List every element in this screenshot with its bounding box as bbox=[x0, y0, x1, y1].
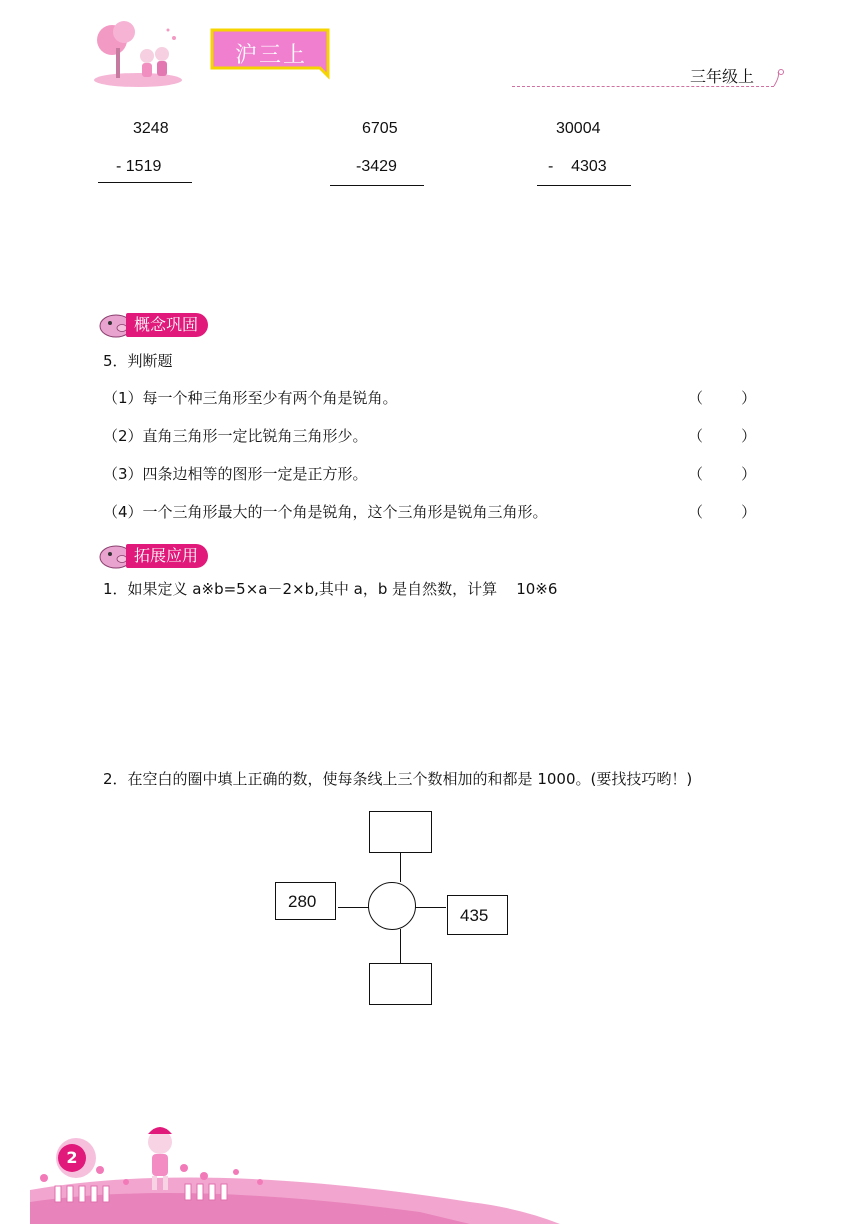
diagram-line-left bbox=[338, 907, 369, 908]
subtraction-3-rule bbox=[537, 185, 631, 186]
grade-label: 三年级上 bbox=[690, 67, 755, 86]
answer-paren-4[interactable]: （ ） bbox=[688, 503, 757, 521]
subtraction-2-bottom: -3429 bbox=[356, 158, 397, 175]
header-ornament bbox=[772, 68, 788, 88]
footer-decoration bbox=[0, 1120, 860, 1224]
subtraction-2-top: 6705 bbox=[362, 120, 398, 137]
judgment-item-1: （1）每一个种三角形至少有两个角是锐角。 bbox=[103, 389, 398, 407]
diagram-line-right bbox=[415, 907, 446, 908]
top-box[interactable] bbox=[369, 811, 432, 853]
subtraction-1-bottom: - 1519 bbox=[116, 158, 162, 175]
diagram-line-top bbox=[400, 852, 401, 882]
judgment-item-3: （3）四条边相等的图形一定是正方形。 bbox=[103, 465, 368, 483]
page-number: 2 bbox=[58, 1144, 86, 1172]
application-question-1: 1．如果定义 a※b=5×a－2×b,其中 a，b 是自然数，计算 10※6 bbox=[103, 580, 558, 598]
answer-paren-1[interactable]: （ ） bbox=[688, 389, 757, 407]
grade-tag-label: 沪三上 bbox=[234, 43, 307, 68]
section-application-title: 拓展应用 bbox=[126, 544, 208, 568]
center-circle[interactable] bbox=[368, 882, 416, 930]
right-box: 435 bbox=[447, 895, 508, 935]
header-divider bbox=[512, 86, 774, 87]
judgment-question: 5．判断题 bbox=[103, 352, 173, 370]
answer-paren-2[interactable]: （ ） bbox=[688, 427, 757, 445]
section-concept-header bbox=[98, 310, 238, 340]
subtraction-2-rule bbox=[330, 185, 424, 186]
judgment-item-4: （4）一个三角形最大的一个角是锐角，这个三角形是锐角三角形。 bbox=[103, 503, 548, 521]
subtraction-3-top: 30004 bbox=[556, 120, 601, 137]
answer-paren-3[interactable]: （ ） bbox=[688, 465, 757, 483]
header-illustration bbox=[92, 18, 184, 88]
subtraction-3-bottom: - 4303 bbox=[548, 158, 607, 175]
subtraction-1-rule bbox=[98, 182, 192, 183]
diagram-line-bottom bbox=[400, 929, 401, 963]
bottom-box[interactable] bbox=[369, 963, 432, 1005]
left-box: 280 bbox=[275, 882, 336, 920]
application-question-2: 2．在空白的圈中填上正确的数，使每条线上三个数相加的和都是 1000。(要找技巧哟！) bbox=[103, 770, 693, 788]
grade-tag bbox=[210, 28, 332, 84]
subtraction-1-top: 3248 bbox=[133, 120, 169, 137]
section-concept-title: 概念巩固 bbox=[126, 313, 208, 337]
section-application-header bbox=[98, 541, 238, 571]
judgment-item-2: （2）直角三角形一定比锐角三角形少。 bbox=[103, 427, 368, 445]
